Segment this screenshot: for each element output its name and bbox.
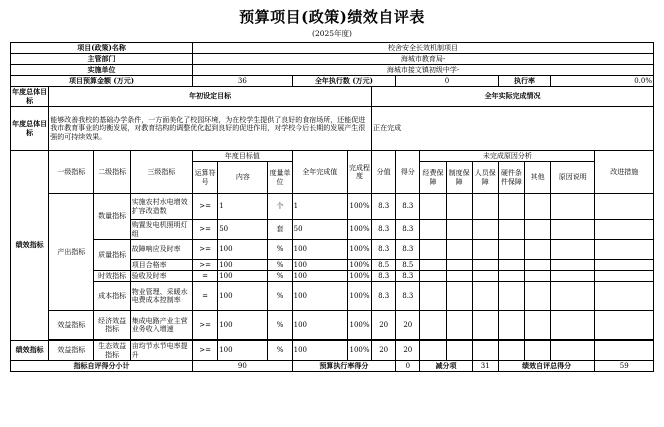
row-unit: %	[268, 260, 292, 271]
col-degree: 完成程度	[347, 151, 371, 194]
subtotal-value: 90	[193, 361, 293, 372]
row-content: 100	[218, 260, 268, 271]
row-name: 购置发电机照明灯组	[130, 220, 192, 240]
row-reason3	[472, 194, 498, 220]
budget-value: 36	[193, 76, 293, 87]
col-op: 运算符号	[193, 162, 218, 194]
row-got: 8.3	[396, 220, 420, 240]
row-name: 项目合格率	[130, 260, 192, 271]
row-reason1	[420, 194, 446, 220]
col-level3: 三级指标	[130, 151, 192, 194]
row-content: 100	[218, 341, 268, 361]
row-op: =	[193, 282, 218, 311]
row-got: 8.3	[396, 271, 420, 282]
row-name: 故障响应及时率	[130, 240, 192, 260]
row-got: 8.5	[396, 260, 420, 271]
row-reason-desc	[551, 282, 595, 311]
project-name-value: 校舍安全长效机制项目	[193, 43, 654, 54]
row-degree: 100%	[347, 240, 371, 260]
row-reason3	[472, 341, 498, 361]
level2-cost: 成本指标	[94, 282, 130, 311]
col-unfinished: 未完成原因分析	[420, 151, 595, 162]
row-improve	[595, 311, 654, 340]
col-reason4: 硬件条件保障	[498, 162, 524, 194]
overall-goal-label: 年度总体目标	[12, 87, 48, 105]
row-op: >=	[193, 194, 218, 220]
level2-quality: 质量指标	[94, 240, 130, 271]
col-unit: 度量单位	[268, 162, 292, 194]
row-got: 20	[396, 341, 420, 361]
col-target: 年度目标值	[193, 151, 293, 162]
row-actual: 50	[292, 220, 347, 240]
level1-output: 产出指标	[49, 194, 94, 311]
row-unit: 个	[268, 194, 292, 220]
row-reason1	[420, 311, 446, 340]
dept-label: 主管部门	[11, 54, 193, 65]
row-reason1	[420, 260, 446, 271]
row-reason4	[498, 311, 524, 340]
row-content: 100	[218, 282, 268, 311]
row-op: >=	[193, 311, 218, 340]
row-op: >=	[193, 260, 218, 271]
row-reason-desc	[551, 271, 595, 282]
col-level2: 二级指标	[94, 151, 130, 194]
actual-goal-header: 全年实际完成情况	[372, 87, 654, 107]
row-reason2	[446, 220, 472, 240]
row-actual: 100	[292, 260, 347, 271]
row-reason5	[525, 271, 551, 282]
row-unit: %	[268, 282, 292, 311]
row-reason4	[498, 240, 524, 260]
row-reason3	[472, 271, 498, 282]
row-reason1	[420, 271, 446, 282]
actual-goal-text: 正在完成	[372, 107, 654, 151]
col-reason5: 其他	[525, 162, 551, 194]
row-degree: 100%	[347, 271, 371, 282]
row-reason5	[525, 311, 551, 340]
subtotal-label: 指标自评得分小计	[11, 361, 193, 372]
row-reason2	[446, 194, 472, 220]
col-improve: 改进措施	[595, 151, 654, 194]
row-reason2	[446, 271, 472, 282]
col-reason2: 制度保障	[446, 162, 472, 194]
row-degree: 100%	[347, 220, 371, 240]
level1-benefit: 效益指标	[49, 311, 94, 340]
row-reason5	[525, 220, 551, 240]
row-improve	[595, 271, 654, 282]
rate-value: 0.0%	[551, 76, 654, 87]
row-actual: 100	[292, 282, 347, 311]
row-content: 100	[218, 240, 268, 260]
row-reason5	[525, 282, 551, 311]
row-improve	[595, 194, 654, 220]
row-unit: %	[268, 311, 292, 340]
row-reason-desc	[551, 194, 595, 220]
row-reason3	[472, 240, 498, 260]
row-got: 8.3	[396, 240, 420, 260]
row-improve	[595, 220, 654, 240]
row-content: 50	[218, 220, 268, 240]
row-score: 8.3	[372, 271, 396, 282]
row-name: 验收及时率	[130, 271, 192, 282]
row-name: 物业管理、采暖水电费成本控制率	[130, 282, 192, 311]
row-reason1	[420, 282, 446, 311]
row-score: 8.3	[372, 282, 396, 311]
row-reason4	[498, 341, 524, 361]
row-reason1	[420, 341, 446, 361]
row-op: >=	[193, 220, 218, 240]
row-unit: 套	[268, 220, 292, 240]
row-reason4	[498, 271, 524, 282]
row-name: 集成电路产业主营业务收入增速	[130, 311, 192, 340]
row-reason-desc	[551, 311, 595, 340]
row-reason2	[446, 311, 472, 340]
row-reason1	[420, 240, 446, 260]
col-reason3: 人员保障	[472, 162, 498, 194]
row-reason5	[525, 194, 551, 220]
row-score: 8.3	[372, 240, 396, 260]
row-reason5	[525, 260, 551, 271]
row-reason2	[446, 282, 472, 311]
row-got: 20	[396, 311, 420, 340]
rate-label: 执行率	[498, 76, 550, 87]
row-content: 100	[218, 311, 268, 340]
unit-label: 实施单位	[11, 65, 193, 76]
row-reason4	[498, 220, 524, 240]
row-reason3	[472, 282, 498, 311]
row-score: 8.5	[372, 260, 396, 271]
unit-value: 海城市接文镇初级中学-	[193, 65, 654, 76]
row-score: 20	[372, 311, 396, 340]
row-reason5	[525, 240, 551, 260]
col-got: 得分	[396, 151, 420, 194]
row-improve	[595, 240, 654, 260]
level2-quantity: 数量指标	[94, 194, 130, 240]
executed-value: 0	[396, 76, 499, 87]
row-unit: %	[268, 341, 292, 361]
executed-label: 全年执行数 (万元)	[292, 76, 396, 87]
row-degree: 100%	[347, 260, 371, 271]
level2-econ: 经济效益指标	[94, 311, 130, 340]
row-op: =	[193, 271, 218, 282]
total-value: 59	[595, 361, 654, 372]
row-reason-desc	[551, 220, 595, 240]
initial-goal-text: 能够改善我校的基础办学条件，一方面美化了校园环境，为在校学生提供了良好的食宿场所，还能促进我市教育事业的均衡发展，对教育结构的调整优化起到良好的促进作用，对学校今后长期的发展产生很强的可持续效果。	[49, 107, 372, 151]
row-score: 20	[372, 341, 396, 361]
row-reason3	[472, 260, 498, 271]
col-content: 内容	[218, 162, 268, 194]
col-reason-desc: 原因说明	[551, 162, 595, 194]
row-unit: %	[268, 240, 292, 260]
form-year: (2025年度)	[312, 29, 352, 38]
row-degree: 100%	[347, 194, 371, 220]
row-score: 8.3	[372, 220, 396, 240]
row-reason4	[498, 194, 524, 220]
col-level1: 一级指标	[49, 151, 94, 194]
evaluation-table	[10, 42, 654, 372]
row-reason3	[472, 311, 498, 340]
level1-benefit-2: 效益指标	[49, 341, 94, 361]
row-reason2	[446, 341, 472, 361]
col-score: 分值	[372, 151, 396, 194]
level2-eco: 生态效益指标	[94, 341, 130, 361]
row-reason4	[498, 260, 524, 271]
row-reason5	[525, 341, 551, 361]
row-op: >=	[193, 240, 218, 260]
row-name: 实施农村水电增效扩容改造数	[130, 194, 192, 220]
project-name-label: 项目(政策)名称	[11, 43, 193, 54]
row-degree: 100%	[347, 282, 371, 311]
row-actual: 100	[292, 240, 347, 260]
row-degree: 100%	[347, 311, 371, 340]
form-title: 预算项目(政策)绩效自评表	[239, 8, 425, 26]
row-actual: 100	[292, 271, 347, 282]
overall-goal-row-label: 年度总体目标	[11, 107, 49, 151]
deduct-value: 31	[472, 361, 498, 372]
row-score: 8.3	[372, 194, 396, 220]
level2-time: 时效指标	[94, 271, 130, 282]
row-content: 100	[218, 271, 268, 282]
total-label: 绩效自评总得分	[498, 361, 595, 372]
col-actual: 全年完成值	[292, 151, 347, 194]
dept-value: 海城市教育局-	[193, 54, 654, 65]
row-op: >=	[193, 341, 218, 361]
col-reason1: 经费保障	[420, 162, 446, 194]
row-improve	[595, 260, 654, 271]
row-got: 8.3	[396, 194, 420, 220]
row-reason-desc	[551, 260, 595, 271]
budget-label: 项目预算金额 (万元)	[11, 76, 193, 87]
row-content: 1	[218, 194, 268, 220]
budget-score-label: 预算执行率得分	[292, 361, 396, 372]
row-degree: 100%	[347, 341, 371, 361]
row-got: 8.3	[396, 282, 420, 311]
row-reason2	[446, 260, 472, 271]
row-improve	[595, 282, 654, 311]
perf-indicator-label: 绩效指标	[11, 151, 49, 341]
row-reason4	[498, 282, 524, 311]
row-improve	[595, 341, 654, 361]
row-reason2	[446, 240, 472, 260]
row-reason1	[420, 220, 446, 240]
row-reason-desc	[551, 240, 595, 260]
budget-score-value: 0	[396, 361, 420, 372]
perf-indicator-label-2: 绩效指标	[11, 341, 49, 361]
row-actual: 1	[292, 194, 347, 220]
initial-goal-header: 年初设定目标	[49, 87, 372, 107]
row-name: 亩均节水节电率提升	[130, 341, 192, 361]
row-reason3	[472, 220, 498, 240]
row-unit: %	[268, 271, 292, 282]
row-reason-desc	[551, 341, 595, 361]
deduct-label: 减分项	[420, 361, 472, 372]
row-actual: 100	[292, 341, 347, 361]
row-actual: 100	[292, 311, 347, 340]
